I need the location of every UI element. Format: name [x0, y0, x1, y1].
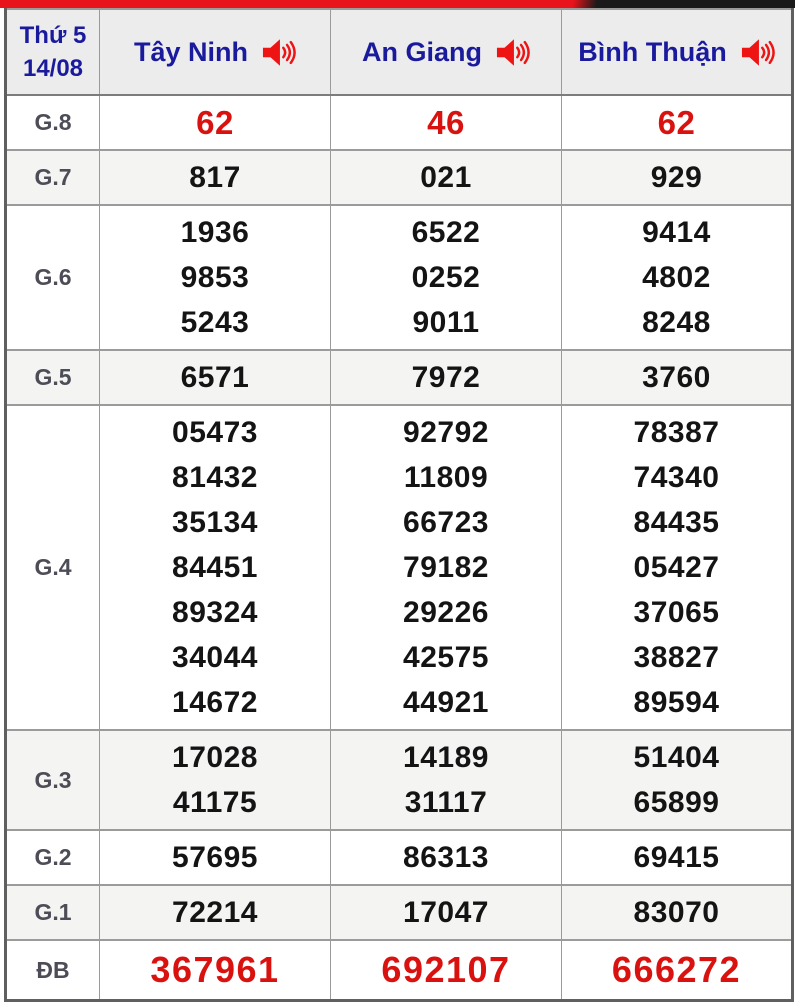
prize-number: 3760: [642, 361, 711, 394]
lottery-results-table: [4, 8, 794, 1002]
province-link[interactable]: Tây Ninh: [133, 36, 248, 67]
prize-numbers-cell: [100, 95, 331, 150]
prize-number: 05427: [633, 551, 720, 584]
prize-number: 51404: [633, 741, 720, 774]
prize-row: [6, 405, 793, 730]
prize-numbers-cell: [100, 150, 331, 205]
speaker-icon: [262, 38, 296, 67]
prize-numbers-cell: [562, 940, 793, 1001]
prize-number: 021: [420, 161, 472, 194]
prize-numbers-cell: [562, 830, 793, 885]
prize-number: 41175: [172, 786, 258, 819]
prize-label: G.8: [6, 95, 100, 150]
results-body: [6, 95, 793, 1001]
prize-number: 69415: [633, 841, 720, 874]
prize-numbers-cell: [331, 830, 562, 885]
prize-number: 11809: [403, 461, 489, 494]
prize-number: 17047: [403, 896, 489, 929]
play-audio-button[interactable]: [262, 38, 296, 67]
prize-number: 367961: [150, 949, 280, 990]
prize-row: [6, 95, 793, 150]
speaker-icon: [741, 38, 775, 67]
draw-date-cell: [6, 9, 100, 95]
prize-number: 666272: [611, 949, 742, 990]
prize-numbers-cell: [562, 885, 793, 940]
play-audio-button[interactable]: [496, 38, 530, 67]
prize-number: 9011: [412, 306, 480, 339]
prize-label: G.1: [6, 885, 100, 940]
prize-number: 65899: [633, 786, 720, 819]
prize-number: 42575: [403, 641, 489, 674]
prize-label: G.3: [6, 730, 100, 830]
prize-number: 74340: [633, 461, 720, 494]
province-header-an-giang: [331, 9, 562, 95]
prize-number: 62: [196, 104, 234, 141]
prize-number: 692107: [381, 949, 511, 990]
prize-number: 86313: [403, 841, 489, 874]
prize-numbers-cell: [562, 205, 793, 350]
prize-number: 14672: [172, 686, 258, 719]
prize-numbers-cell: [562, 350, 793, 405]
prize-numbers-cell: [331, 350, 562, 405]
prize-row: [6, 150, 793, 205]
prize-number: 9414: [642, 216, 711, 249]
prize-numbers-cell: [331, 730, 562, 830]
prize-number: 79182: [403, 551, 489, 584]
prize-number: 89324: [172, 596, 258, 629]
prize-number: 62: [657, 104, 696, 141]
prize-label: G.2: [6, 830, 100, 885]
prize-number: 6571: [180, 361, 250, 394]
province-header-binh-thuan: [562, 9, 793, 95]
prize-number: 92792: [403, 416, 489, 449]
prize-number: 34044: [172, 641, 258, 674]
prize-number: 35134: [172, 506, 258, 539]
prize-numbers-cell: [100, 885, 331, 940]
prize-numbers-cell: [331, 405, 562, 730]
prize-number: 5243: [180, 306, 250, 339]
prize-row: [6, 205, 793, 350]
prize-number: 6522: [411, 216, 481, 249]
prize-number: 0252: [411, 261, 481, 294]
prize-number: 72214: [172, 896, 258, 929]
prize-number: 66723: [403, 506, 489, 539]
prize-number: 78387: [633, 416, 720, 449]
prize-number: 29226: [403, 596, 489, 629]
prize-numbers-cell: [331, 940, 562, 1001]
prize-number: 05473: [172, 416, 258, 449]
prize-numbers-cell: [331, 205, 562, 350]
prize-label: G.7: [6, 150, 100, 205]
prize-number: 81432: [172, 461, 258, 494]
prize-numbers-cell: [100, 830, 331, 885]
prize-number: 9853: [180, 261, 250, 294]
province-link[interactable]: An Giang: [362, 36, 482, 67]
prize-numbers-cell: [100, 940, 331, 1001]
prize-numbers-cell: [562, 730, 793, 830]
prize-number: 37065: [633, 596, 720, 629]
prize-number: 57695: [172, 841, 258, 874]
prize-row: [6, 730, 793, 830]
header-row: [6, 9, 793, 95]
prize-number: 4802: [642, 261, 711, 294]
prize-numbers-cell: [100, 730, 331, 830]
prize-numbers-cell: [331, 150, 562, 205]
prize-row: [6, 350, 793, 405]
prize-number: 817: [189, 161, 241, 194]
prize-numbers-cell: [562, 95, 793, 150]
prize-number: 1936: [180, 216, 250, 249]
draw-date-label: 14/08: [22, 55, 84, 82]
prize-number: 83070: [633, 896, 720, 929]
play-audio-button[interactable]: [741, 38, 775, 67]
prize-number: 84451: [172, 551, 258, 584]
prize-number: 14189: [403, 741, 489, 774]
prize-number: 89594: [633, 686, 720, 719]
prize-label: G.6: [6, 205, 100, 350]
prize-numbers-cell: [100, 350, 331, 405]
prize-numbers-cell: [562, 150, 793, 205]
province-link[interactable]: Bình Thuận: [578, 36, 727, 67]
prize-number: 46: [427, 104, 465, 141]
draw-day-label: Thứ 5: [19, 22, 87, 49]
prize-number: 7972: [411, 361, 481, 394]
prize-row: [6, 885, 793, 940]
prize-number: 8248: [642, 306, 711, 339]
prize-label: ĐB: [6, 940, 100, 1001]
prize-numbers-cell: [331, 95, 562, 150]
prize-number: 17028: [172, 741, 258, 774]
prize-numbers-cell: [562, 405, 793, 730]
province-header-tay-ninh: [100, 9, 331, 95]
prize-numbers-cell: [100, 405, 331, 730]
prize-row: [6, 940, 793, 1001]
prize-numbers-cell: [100, 205, 331, 350]
prize-number: 38827: [633, 641, 720, 674]
prize-number: 929: [650, 161, 703, 194]
prize-number: 31117: [404, 786, 488, 819]
prize-number: 44921: [403, 686, 489, 719]
prize-label: G.4: [6, 405, 100, 730]
prize-number: 84435: [633, 506, 720, 539]
prize-row: [6, 830, 793, 885]
top-tab-strip[interactable]: [0, 0, 795, 8]
prize-label: G.5: [6, 350, 100, 405]
speaker-icon: [496, 38, 530, 67]
prize-numbers-cell: [331, 885, 562, 940]
